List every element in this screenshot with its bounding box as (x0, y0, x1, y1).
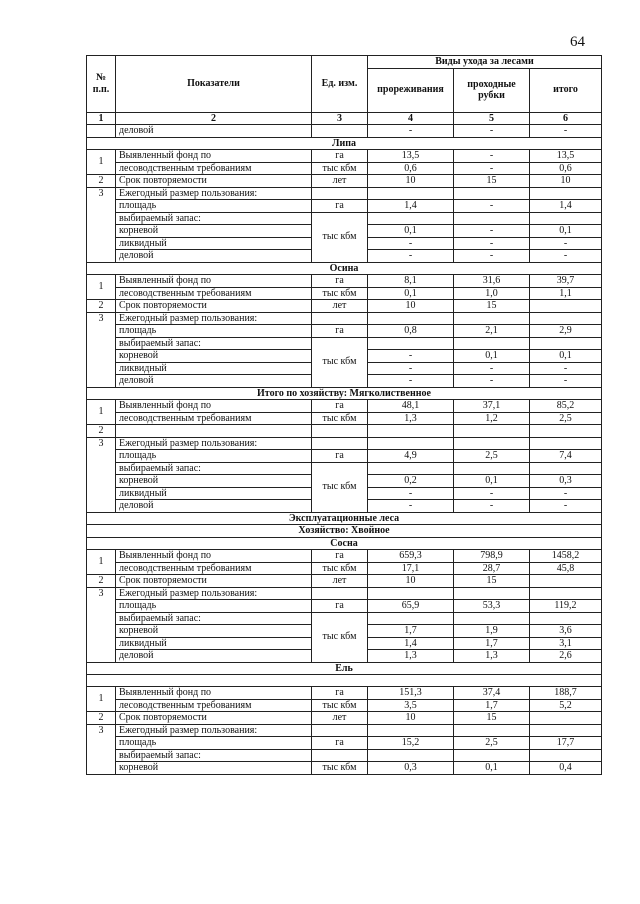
cell: 798,9 (454, 550, 530, 563)
col-num-3: 3 (312, 112, 368, 125)
cell: 65,9 (368, 600, 454, 613)
header-unit: Ед. изм. (312, 56, 368, 113)
unit-cell: тыс кбм (312, 212, 368, 262)
cell: 10 (368, 575, 454, 588)
unit-cell: га (312, 400, 368, 413)
cell: 0,1 (368, 225, 454, 238)
row-label: площадь (116, 325, 312, 338)
cell: 0,1 (454, 475, 530, 488)
row-num: 3 (87, 724, 116, 774)
row-num: 3 (87, 587, 116, 662)
row-label: корневой (116, 762, 312, 775)
cell: 0,3 (368, 762, 454, 775)
row-label: лесоводственным требованиям (116, 287, 312, 300)
row-num: 1 (87, 687, 116, 712)
row-num: 2 (87, 425, 116, 438)
cell: - (454, 500, 530, 513)
row-label: площадь (116, 737, 312, 750)
cell: 1,7 (454, 637, 530, 650)
cell: 15 (454, 300, 530, 313)
cell: - (368, 237, 454, 250)
unit-cell: тыс кбм (312, 562, 368, 575)
col-num-1: 1 (87, 112, 116, 125)
row-label: ликвидный (116, 237, 312, 250)
unit-cell: га (312, 450, 368, 463)
row-num: 3 (87, 312, 116, 387)
cell: 0,6 (368, 162, 454, 175)
cell: 0,2 (368, 475, 454, 488)
cell: 10 (368, 300, 454, 313)
cell: 0,8 (368, 325, 454, 338)
unit-cell: тыс кбм (312, 699, 368, 712)
cell: 28,7 (454, 562, 530, 575)
cell: - (454, 237, 530, 250)
cell: 3,6 (530, 625, 602, 638)
col-num-4: 4 (368, 112, 454, 125)
row-num: 3 (87, 437, 116, 512)
cell: 39,7 (530, 275, 602, 288)
row-label: Срок повторяемости (116, 575, 312, 588)
cell: - (368, 125, 454, 138)
row-num: 2 (87, 712, 116, 725)
row-label: лесоводственным требованиям (116, 562, 312, 575)
row-label: Выявленный фонд по (116, 400, 312, 413)
row-label: выбираемый запас: (116, 612, 312, 625)
cell: 15 (454, 712, 530, 725)
cell: 0,1 (454, 762, 530, 775)
header-num: № п.п. (87, 56, 116, 113)
row-label: деловой (116, 500, 312, 513)
cell: 3,1 (530, 637, 602, 650)
unit-cell: тыс кбм (312, 762, 368, 775)
row-label: выбираемый запас: (116, 212, 312, 225)
cell: 15,2 (368, 737, 454, 750)
cell (530, 712, 602, 725)
header-thinning: прореживания (368, 68, 454, 112)
row-label: деловой (116, 250, 312, 263)
row-label: Срок повторяемости (116, 712, 312, 725)
row-num: 1 (87, 550, 116, 575)
row-label: лесоводственным требованиям (116, 699, 312, 712)
unit-cell: га (312, 275, 368, 288)
row-num: 3 (87, 187, 116, 262)
cell: 37,4 (454, 687, 530, 700)
row-label: деловой (116, 125, 312, 138)
row-label: Выявленный фонд по (116, 550, 312, 563)
cell: - (454, 150, 530, 163)
row-label: выбираемый запас: (116, 462, 312, 475)
unit-cell: га (312, 200, 368, 213)
row-label: корневой (116, 350, 312, 363)
cell: 1,7 (368, 625, 454, 638)
col-num-2: 2 (116, 112, 312, 125)
cell: 1,3 (368, 412, 454, 425)
row-label: Срок повторяемости (116, 175, 312, 188)
blank-row (87, 675, 602, 687)
cell: 1,9 (454, 625, 530, 638)
cell: 17,7 (530, 737, 602, 750)
unit-cell: га (312, 687, 368, 700)
row-label: ликвидный (116, 637, 312, 650)
section-el: Ель (87, 662, 602, 675)
cell: 0,1 (530, 225, 602, 238)
unit-cell: лет (312, 300, 368, 313)
row-num: 2 (87, 175, 116, 188)
cell: - (454, 225, 530, 238)
row-label: площадь (116, 600, 312, 613)
cell: - (530, 500, 602, 513)
col-num-5: 5 (454, 112, 530, 125)
cell: - (454, 200, 530, 213)
row-label: ликвидный (116, 362, 312, 375)
section-coniferous-farm: Хозяйство: Хвойное (87, 525, 602, 538)
cell: 5,2 (530, 699, 602, 712)
cell: 8,1 (368, 275, 454, 288)
cell: 10 (530, 175, 602, 188)
unit-cell: га (312, 325, 368, 338)
cell: - (368, 350, 454, 363)
cell: - (454, 162, 530, 175)
row-label: корневой (116, 475, 312, 488)
cell: 1,0 (454, 287, 530, 300)
cell: 119,2 (530, 600, 602, 613)
row-num: 2 (87, 575, 116, 588)
cell: 1458,2 (530, 550, 602, 563)
row-label: Выявленный фонд по (116, 687, 312, 700)
cell: 0,1 (368, 287, 454, 300)
unit-cell: тыс кбм (312, 412, 368, 425)
cell: 53,3 (454, 600, 530, 613)
cell: 15 (454, 575, 530, 588)
cell: 1,3 (368, 650, 454, 663)
cell: 2,6 (530, 650, 602, 663)
header-care-types: Виды ухода за лесами (368, 56, 602, 69)
cell: 7,4 (530, 450, 602, 463)
cell: - (368, 500, 454, 513)
cell: - (454, 250, 530, 263)
cell: - (454, 125, 530, 138)
row-label: деловой (116, 375, 312, 388)
row-label: Выявленный фонд по (116, 150, 312, 163)
cell: - (454, 362, 530, 375)
row-label: Выявленный фонд по (116, 275, 312, 288)
unit-cell: лет (312, 712, 368, 725)
cell: 45,8 (530, 562, 602, 575)
section-osina: Осина (87, 262, 602, 275)
cell: - (530, 125, 602, 138)
section-sosna: Сосна (87, 537, 602, 550)
cell: 13,5 (530, 150, 602, 163)
cell: 1,3 (454, 650, 530, 663)
row-label: выбираемый запас: (116, 749, 312, 762)
section-itogo: Итого по хозяйству: Мягколиственное (87, 387, 602, 400)
row-label: Ежегодный размер пользования: (116, 724, 312, 737)
unit-cell: тыс кбм (312, 612, 368, 662)
cell: 0,1 (530, 350, 602, 363)
cell: - (368, 250, 454, 263)
cell: - (530, 250, 602, 263)
cell: - (454, 487, 530, 500)
row-label: Ежегодный размер пользования: (116, 437, 312, 450)
unit-cell: тыс кбм (312, 162, 368, 175)
cell: 4,9 (368, 450, 454, 463)
unit-cell: лет (312, 575, 368, 588)
cell: 1,7 (454, 699, 530, 712)
cell: 2,9 (530, 325, 602, 338)
cell: - (368, 362, 454, 375)
cell: 1,4 (530, 200, 602, 213)
cell: 0,6 (530, 162, 602, 175)
unit-cell: лет (312, 175, 368, 188)
cell: - (368, 375, 454, 388)
cell (530, 300, 602, 313)
row-label: выбираемый запас: (116, 337, 312, 350)
page-number: 64 (570, 34, 585, 50)
unit-cell: тыс кбм (312, 287, 368, 300)
cell: 0,4 (530, 762, 602, 775)
cell: - (530, 362, 602, 375)
cell: 48,1 (368, 400, 454, 413)
cell: 1,2 (454, 412, 530, 425)
cell: 2,5 (530, 412, 602, 425)
cell: - (368, 487, 454, 500)
section-lipa: Липа (87, 137, 602, 150)
cell: 1,4 (368, 200, 454, 213)
header-total: итого (530, 68, 602, 112)
cell: 659,3 (368, 550, 454, 563)
cell: 2,1 (454, 325, 530, 338)
cell: 1,1 (530, 287, 602, 300)
row-label: Ежегодный размер пользования: (116, 187, 312, 200)
cell: - (530, 375, 602, 388)
cell: 2,5 (454, 737, 530, 750)
cell: 151,3 (368, 687, 454, 700)
cell: 188,7 (530, 687, 602, 700)
cell: 3,5 (368, 699, 454, 712)
unit-cell: тыс кбм (312, 337, 368, 387)
cell: 0,1 (454, 350, 530, 363)
unit-cell: га (312, 737, 368, 750)
header-passing-cuts: проходные рубки (454, 68, 530, 112)
header-indicators: Показатели (116, 56, 312, 113)
cell: 85,2 (530, 400, 602, 413)
row-num: 1 (87, 150, 116, 175)
row-label: деловой (116, 650, 312, 663)
cell: 1,4 (368, 637, 454, 650)
row-label: корневой (116, 225, 312, 238)
col-num-6: 6 (530, 112, 602, 125)
cell: - (454, 375, 530, 388)
row-label: лесоводственным требованиям (116, 162, 312, 175)
row-label: лесоводственным требованиям (116, 412, 312, 425)
row-label: площадь (116, 450, 312, 463)
cell: - (530, 487, 602, 500)
row-label: Ежегодный размер пользования: (116, 587, 312, 600)
row-num: 2 (87, 300, 116, 313)
section-exploitation-forests: Эксплуатационные леса (87, 512, 602, 525)
cell: 10 (368, 712, 454, 725)
cell: 0,3 (530, 475, 602, 488)
unit-cell: га (312, 550, 368, 563)
row-num: 1 (87, 275, 116, 300)
unit-cell: га (312, 150, 368, 163)
unit-cell: тыс кбм (312, 462, 368, 512)
cell: - (530, 237, 602, 250)
cell: 10 (368, 175, 454, 188)
row-label: Срок повторяемости (116, 300, 312, 313)
row-label: площадь (116, 200, 312, 213)
cell: 15 (454, 175, 530, 188)
row-label: Ежегодный размер пользования: (116, 312, 312, 325)
row-label: ликвидный (116, 487, 312, 500)
forest-care-table (86, 55, 602, 775)
cell: 17,1 (368, 562, 454, 575)
cell: 31,6 (454, 275, 530, 288)
row-label: корневой (116, 625, 312, 638)
cell (530, 575, 602, 588)
row-num: 1 (87, 400, 116, 425)
unit-cell: га (312, 600, 368, 613)
cell: 2,5 (454, 450, 530, 463)
cell: 37,1 (454, 400, 530, 413)
cell: 13,5 (368, 150, 454, 163)
